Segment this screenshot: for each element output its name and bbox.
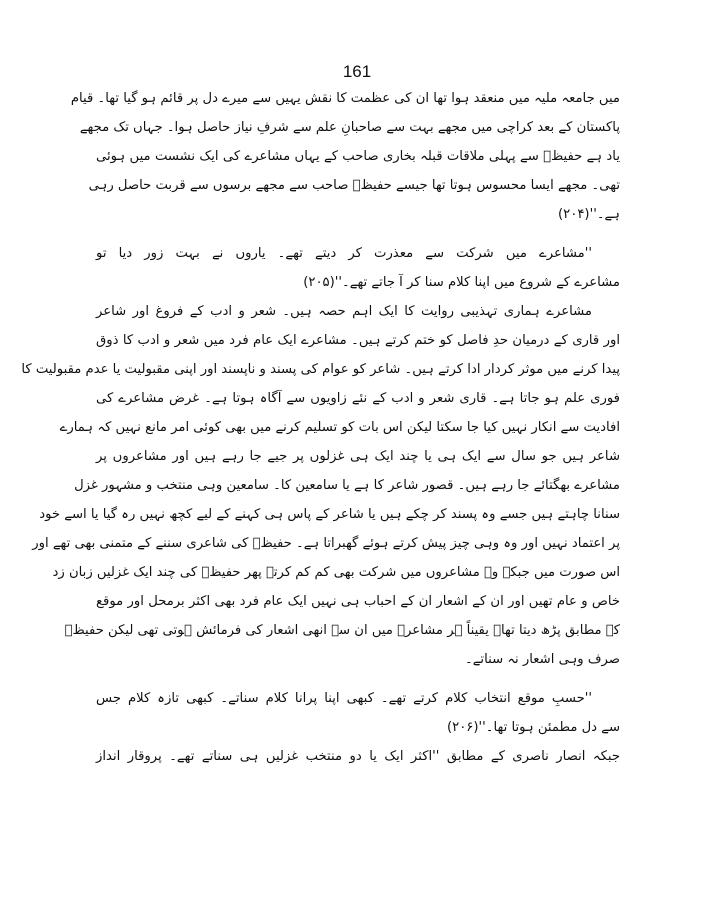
quote-line: ''مشاعرے میں شرکت سے معذرت کر دیتے تھے۔ یاروں نے بہت زور دیا تو	[96, 246, 592, 261]
quote-line: مشاعرے کے شروع میں اپنا کلام سنا کر آ جاتے تھے۔''(۲۰۵)	[303, 275, 620, 290]
quote-line: سے دل مطمئن ہوتا تھا۔''(۲۰۶)	[446, 720, 620, 735]
text-line: ہے۔''(۲۰۴)	[558, 207, 620, 222]
text-line: صرف وہی اشعار نہ سناتے۔	[464, 652, 620, 667]
text-line: فوری علم ہو جاتا ہے۔ قاری شعر و ادب کے نئے زاویوں سے آگاہ ہوتا ہے۔ غرض مشاعرے کی	[96, 391, 620, 406]
text-line: یاد ہے حفیظؔ سے پہلی ملاقات قبلہ بخاری صاحب کے یہاں مشاعرے کی ایک نشست میں ہوئی	[96, 149, 620, 164]
text-line: پاکستان کے بعد کراچی میں مجھے بہت سے صاحبانِ علم سے شرفِ نیاز حاصل ہوا۔ جہاں تک مجھے	[79, 120, 620, 135]
text-line: مشاعرے ہماری تہذیبی روایت کا ایک اہم حصہ ہیں۔ شعر و ادب کے فروغ اور شاعر	[96, 304, 592, 319]
text-line: پیدا کرنے میں موثر کردار ادا کرتے ہیں۔ شاعر کو عوام کی پسند و ناپسند اور اپنی مقبولیت یا عدم مقبولیت کا	[21, 362, 620, 377]
text-line: تھی۔ مجھے ایسا محسوس ہوتا تھا جیسے حفیظؔ صاحب سے مجھے برسوں سے قربت حاصل رہی	[88, 178, 620, 193]
text-line: سنانا چاہتے ہیں جسے وہ پسند کر چکے ہیں یا شاعر کے پاس ہی کہنے کے لیے کچھ نہیں رہ گیا یا اسے خود	[39, 507, 620, 522]
quote-line: ''حسبِ موقع انتخاب کلام کرتے تھے۔ کبھی اپنا پرانا کلام سناتے۔ کبھی تازہ کلام جس	[96, 691, 592, 706]
text-line: اس صورت میں جبکہ وہ مشاعروں میں شرکت بھی کم کم کرتے پھر حفیظؔ کی چند ایک غزلیں زبان زد	[52, 565, 620, 580]
page-number: 161	[342, 62, 372, 81]
text-line: مشاعرے بھگتائے جا رہے ہیں۔ قصور شاعر کا ہے یا سامعین کا۔ سامعین وہی منتخب و مشہور غزل	[74, 478, 620, 493]
body-text	[21, 84, 620, 771]
text-line: اور قاری کے درمیان حدِ فاصل کو ختم کرتے ہیں۔ مشاعرے ایک عام فرد میں شعر و ادب کا ذوق	[96, 333, 620, 348]
text-line: خاص و عام تھیں اور ان کے اشعار ان کے احباب ہی نہیں ایک عام فرد بھی اکثر برمحل اور موقع	[96, 594, 620, 609]
text-line: میں جامعہ ملیہ میں منعقد ہوا تھا ان کی عظمت کا نقش یہیں سے میرے دل پر قائم ہو گیا تھا۔ قیام	[70, 91, 620, 106]
text-line: شاعر ہیں جو سال سے ایک ہی یا چند ایک ہی غزلوں پر جیے جا رہے ہیں اور مشاعروں پر	[96, 449, 620, 464]
text-line: کے مطابق پڑھ دیتا تھا۔ یقیناً ہر مشاعرے میں ان سے انھی اشعار کی فرمائش ہوتی تھی لیکن حفیظؔ	[64, 623, 620, 638]
text-line: پر اعتماد نہیں اور وہ وہی چیز پیش کرتے ہوئے گھبراتا ہے۔ حفیظؔ کی شاعری سننے کے متمنی بھی تھے اور	[32, 536, 620, 551]
text-line: جبکہ انصار ناصری کے مطابق ''اکثر ایک یا دو منتخب غزلیں ہی سناتے تھے۔ پروقار انداز	[96, 749, 620, 764]
text-line: افادیت سے انکار نہیں کیا جا سکتا لیکن اس بات کو تسلیم کرنے میں بھی کوئی امر مانع نہیں کہ ہمارے	[59, 420, 620, 435]
